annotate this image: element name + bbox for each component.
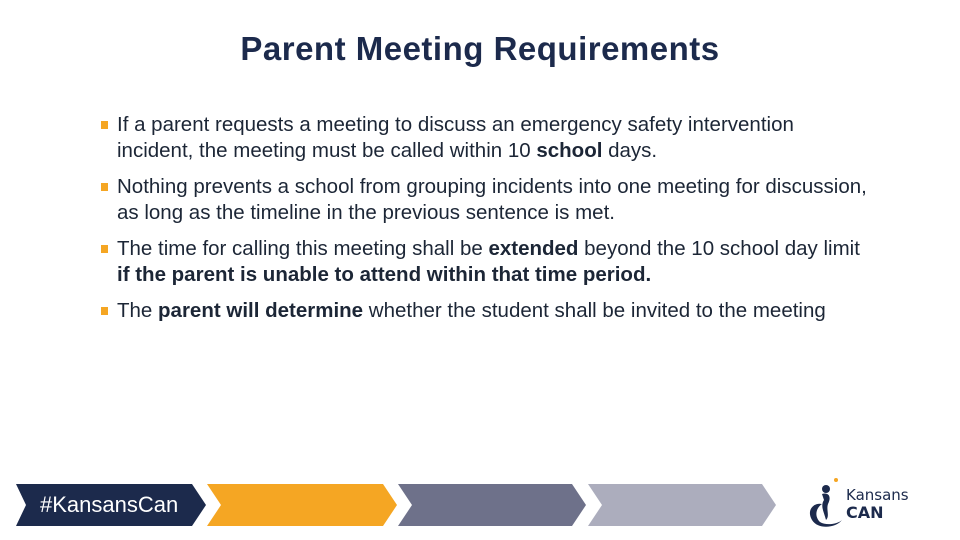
bullet-item: [99, 236, 869, 288]
bullet-square-icon: [101, 245, 108, 253]
bullet-square-icon: [101, 183, 108, 191]
bullet-item: [99, 174, 869, 226]
segment: The: [117, 299, 159, 322]
segment: The time for calling this meeting shall be: [117, 237, 489, 260]
bullet-item: [99, 112, 869, 164]
segment-bold: parent will determine: [158, 299, 364, 322]
segment: Nothing prevents a school from grouping incidents into one meeting for discussion, as long as the timeline in the previous sentence is met.: [117, 175, 867, 224]
segment: If a parent requests a meeting to discuss an emergency safety intervention incident, the meeting must be called within 10: [117, 113, 794, 162]
hashtag-label: #KansansCan: [40, 492, 179, 517]
logo-line2: CAN: [846, 503, 884, 522]
segment: days.: [602, 139, 658, 162]
segment-bold: if the parent is unable to attend within that time period.: [117, 263, 652, 286]
bullet-square-icon: [101, 307, 108, 315]
slide-title: Parent Meeting Requirements: [240, 30, 720, 67]
kansans-can-logo: [806, 476, 926, 528]
segment-bold: extended: [488, 237, 579, 260]
segment: whether the student shall be invited to the meeting: [363, 299, 826, 322]
chevron-slate: [398, 484, 588, 526]
bullet-item: [99, 298, 869, 324]
bullet-square-icon: [101, 121, 108, 129]
segment: beyond the 10 school day limit: [578, 237, 860, 260]
chevron-lightgray: [588, 484, 778, 526]
chevron-orange: [207, 484, 397, 526]
segment-bold: school: [536, 139, 603, 162]
bullet-list: [99, 112, 869, 334]
logo-line1: Kansans: [846, 486, 909, 504]
graduate-figure-icon: [806, 476, 846, 528]
